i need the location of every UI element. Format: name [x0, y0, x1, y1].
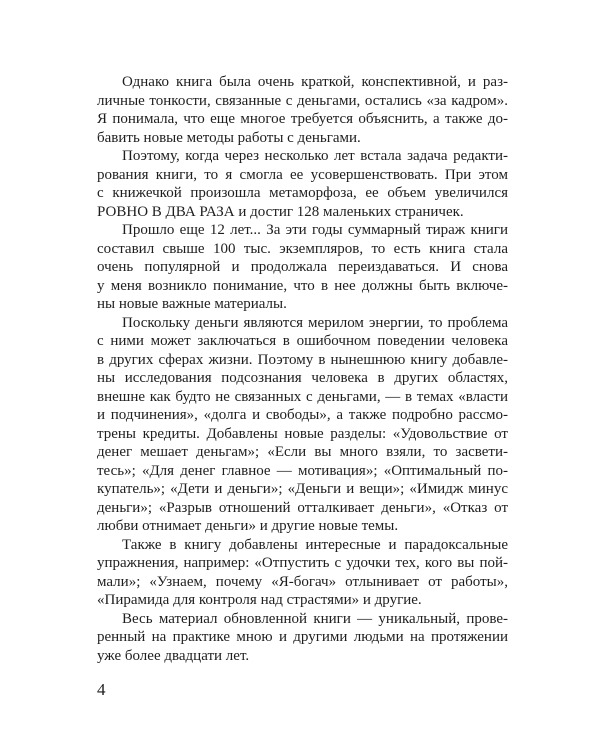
text-line: в других сферах жизни. Поэтому в нынешнюю книгу добавле- [97, 351, 508, 368]
text-line: Также в книгу добавлены интересные и парадоксальные [122, 536, 508, 553]
text-line: Однако книга была очень краткой, конспективной, и раз- [122, 74, 508, 90]
paragraph-1 [97, 73, 508, 147]
text-line: трены кредиты. Добавлены новые разделы: «Удовольствие от [97, 425, 508, 442]
text-line: тесь»; «Для денег главное — мотивация»; «Оптимальный по- [97, 462, 508, 479]
text-line: упражнения, например: «Отпустить с удочки тех, кого вы пой- [97, 555, 508, 571]
text-line: Я понимала, что еще многое требуется объяснить, а также до- [97, 111, 508, 127]
text-line: купатель»; «Дети и деньги»; «Деньги и вещи»; «Имидж минус [97, 481, 508, 497]
text-line: Поскольку деньги являются мерилом энергии, то проблема [122, 314, 508, 331]
paragraph-2 [97, 147, 508, 221]
text-line: составил свыше 100 тыс. экземпляров, то есть книга стала [97, 240, 508, 257]
text-line: и подчинения», «долга и свободы», а также подробно рассмо- [97, 407, 508, 423]
text-line: с книжечкой произошла метаморфоза, ее объем увеличился [97, 185, 508, 201]
text-line: с ними может заключаться в ошибочном поведении человека [97, 333, 508, 349]
text-line: мали»; «Узнаем, почему «Я-богач» отлынивает от работы», [97, 573, 508, 590]
text-line: ны новые важные материалы. [97, 296, 287, 312]
text-line: Прошло еще 12 лет... За эти годы суммарный тираж книги [122, 222, 508, 238]
text-line: деньги»; «Разрыв отношений отталкивает деньги», «Отказ от [97, 499, 508, 516]
text-line: Поэтому, когда через несколько лет встала задача редакти- [122, 148, 508, 164]
text-line: ны исследования подсознания человека в других областях, [97, 370, 508, 386]
paragraph-3 [97, 221, 508, 314]
text-line: Весь материал обновленной книги — уникальный, прове- [122, 610, 508, 627]
text-line: рования книги, то я смогла ее усовершенствовать. При этом [97, 166, 508, 183]
text-line: «Пирамида для контроля над страстями» и другие. [97, 592, 422, 608]
page-number: 4 [97, 680, 106, 699]
paragraph-4 [97, 314, 508, 536]
paragraph-6 [97, 610, 508, 666]
text-line: любви отнимает деньги» и другие новые темы. [97, 518, 399, 534]
text-line: ренный на практике мною и другими людьми на протяжении [97, 629, 508, 645]
text-line: РОВНО В ДВА РАЗА и достиг 128 маленьких страничек. [97, 203, 464, 220]
text-line: бавить новые методы работы с деньгами. [97, 129, 361, 146]
paragraph-5 [97, 536, 508, 610]
text-line: очень популярной и продолжала переиздаваться. И снова [97, 259, 508, 275]
body-text [97, 73, 508, 665]
text-line: уже более двадцати лет. [97, 647, 250, 664]
text-line: денег мешает деньгам»; «Если вы много взяли, то засвети- [97, 444, 508, 460]
text-line: личные тонкости, связанные с деньгами, остались «за кадром». [97, 92, 508, 109]
text-line: у меня возникло понимание, что в нее должны быть включе- [97, 277, 508, 294]
text-line: внешне как будто не связанных с деньгами, — в темах «власти [97, 388, 508, 405]
